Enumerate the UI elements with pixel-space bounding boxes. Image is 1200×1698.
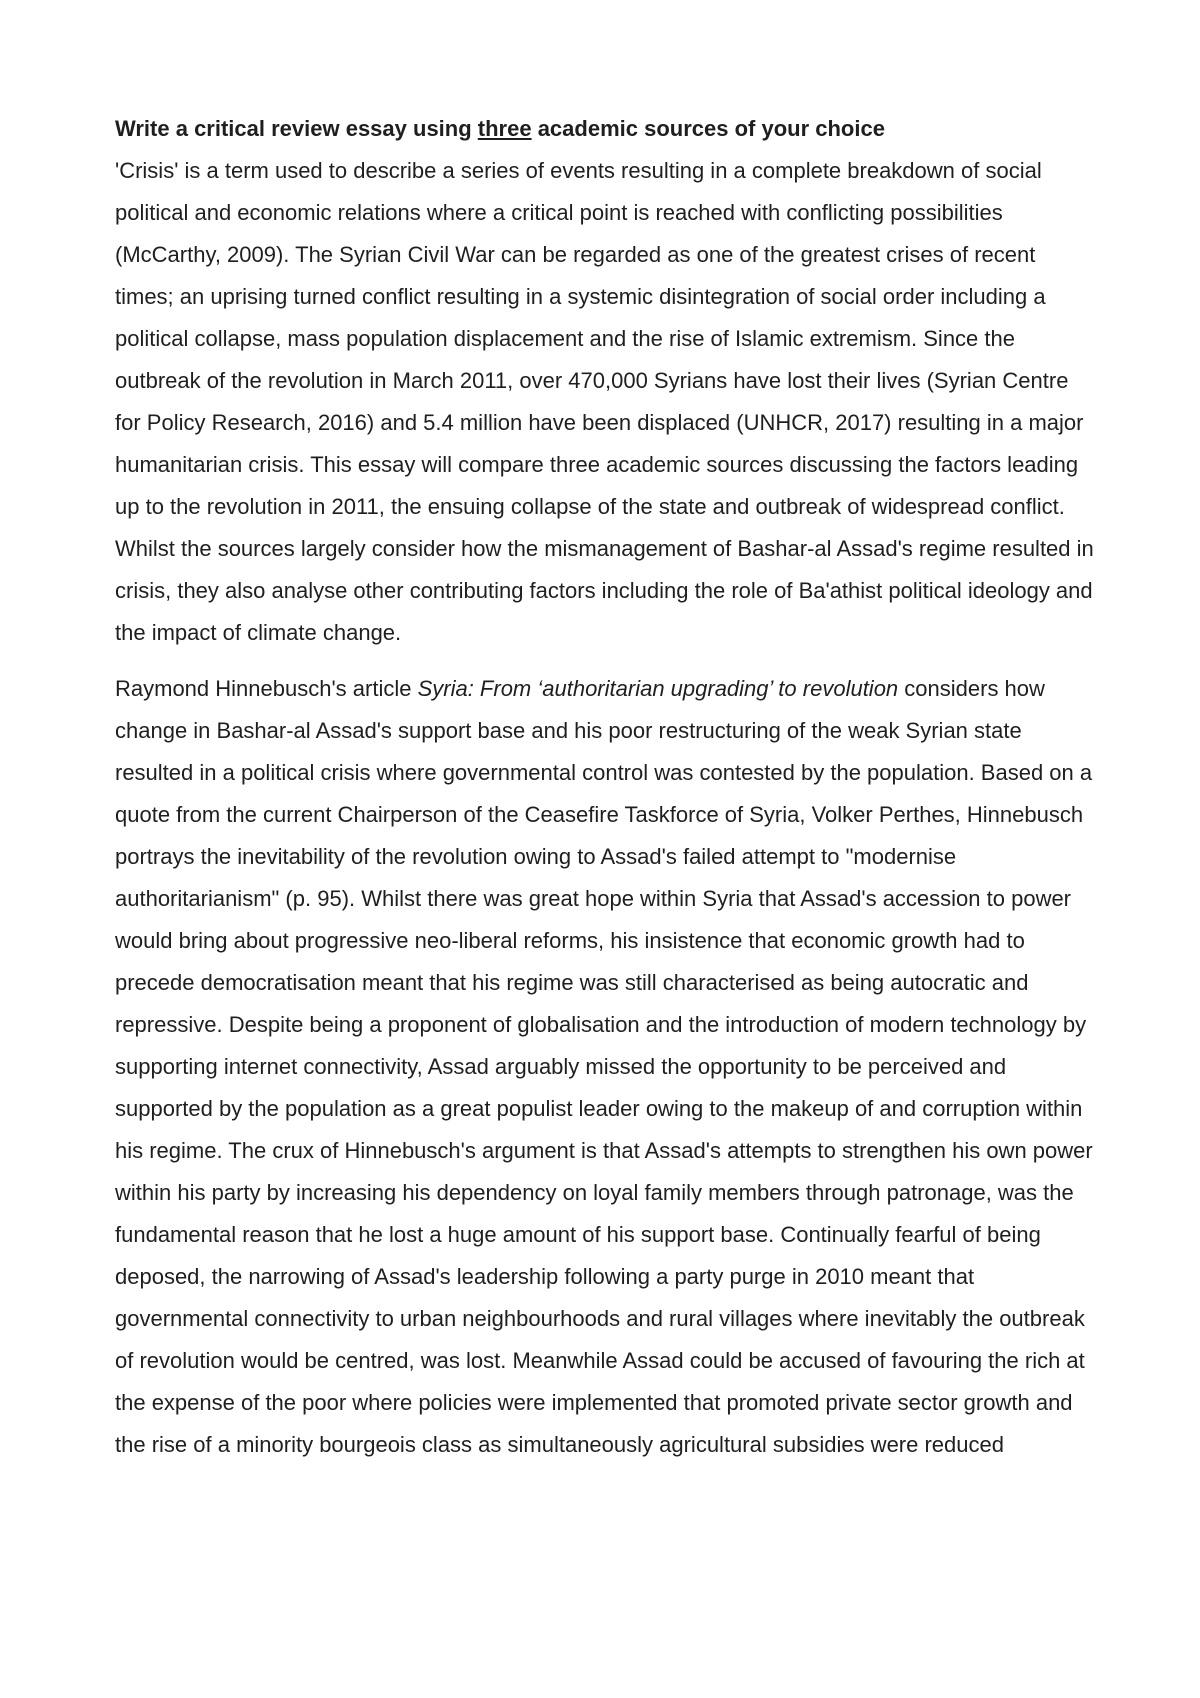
article-title: Syria: From ‘authoritarian upgrading’ to revolution: [417, 676, 899, 701]
essay-title: [115, 112, 1095, 146]
essay-title-part1: Write a critical review essay using: [115, 116, 478, 141]
paragraph-introduction: 'Crisis' is a term used to describe a series of events resulting in a complete breakdown of social political and economic relations where a critical point is reached with conflicting possibilities (McCarthy, 2009). The Syrian Civil War can be regarded as one of the greatest crises of recent times; an uprising turned conflict resulting in a systemic disintegration of social order including a political collapse, mass population displacement and the rise of Islamic extremism. Since the outbreak of the revolution in March 2011, over 470,000 Syrians have lost their lives (Syrian Centre for Policy Research, 2016) and 5.4 million have been displaced (UNHCR, 2017) resulting in a major humanitarian crisis. This essay will compare three academic sources discussing the factors leading up to the revolution in 2011, the ensuing collapse of the state and outbreak of widespread conflict. Whilst the sources largely consider how the mismanagement of Bashar-al Assad's regime resulted in crisis, they also analyse other contributing factors including the role of Ba'athist political ideology and the impact of climate change.: [115, 158, 1094, 645]
paragraph-body: considers how change in Bashar-al Assad's support base and his poor restructuring of the weak Syrian state resulted in a political crisis where governmental control was contested by the population. Based on a quote from the current Chairperson of the Ceasefire Taskforce of Syria, Volker Perthes, Hinnebusch portrays the inevitability of the revolution owing to Assad's failed attempt to "modernise authoritarianism" (p. 95). Whilst there was great hope within Syria that Assad's accession to power would bring about progressive neo-liberal reforms, his insistence that economic growth had to precede democratisation meant that his regime was still characterised as being autocratic and repressive. Despite being a proponent of globalisation and the introduction of modern technology by supporting internet connectivity, Assad arguably missed the opportunity to be perceived and supported by the population as a great populist leader owing to the makeup of and corruption within his regime. The crux of Hinnebusch's argument is that Assad's attempts to strengthen his own power within his party by increasing his dependency on loyal family members through patronage, was the fundamental reason that he lost a huge amount of his support base. Continually fearful of being deposed, the narrowing of Assad's leadership following a party purge in 2010 meant that governmental connectivity to urban neighbourhoods and rural villages where inevitably the outbreak of revolution would be centred, was lost. Meanwhile Assad could be accused of favouring the rich at the expense of the poor where policies were implemented that promoted private sector growth and the rise of a minority bourgeois class as simultaneously agricultural subsidies were reduced: [115, 676, 1093, 1457]
essay-title-part2: academic sources of your choice: [531, 116, 885, 141]
document-body: [115, 112, 1095, 1480]
paragraph-lead: Raymond Hinnebusch's article: [115, 676, 418, 701]
paragraph-hinnebusch: [115, 668, 1095, 1466]
essay-title-underlined: three: [477, 116, 532, 141]
